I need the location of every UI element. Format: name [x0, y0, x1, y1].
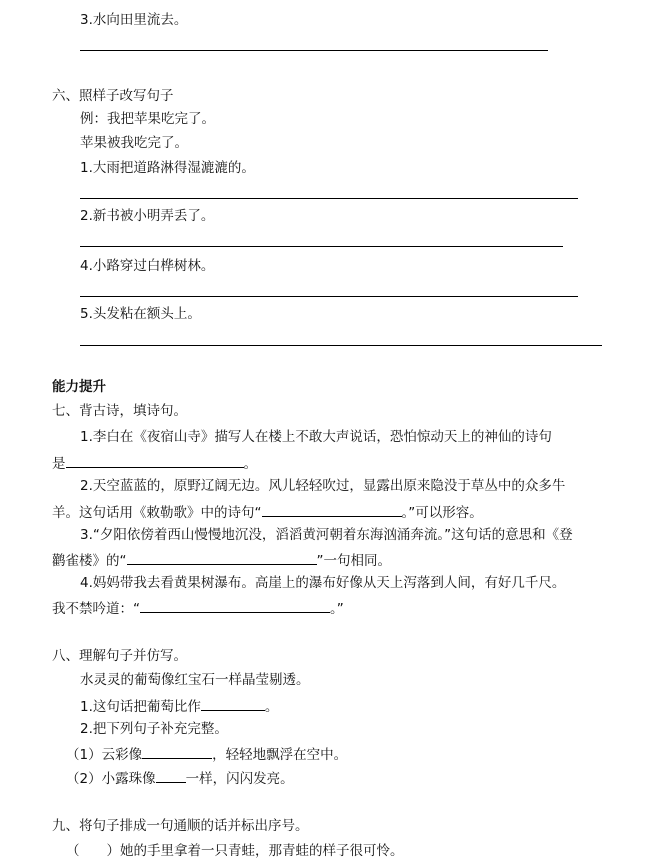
question-text: （1）云彩像 ，轻轻地飘浮在空中。	[66, 744, 347, 764]
question-text: 1.这句话把葡萄比作 。	[80, 696, 278, 716]
ability-heading: 能力提升	[52, 379, 106, 395]
question-text: 1.李白在《夜宿山寺》描写人在楼上不敢大声说话，恐怕惊动天上的神仙的诗句	[80, 429, 552, 445]
question-text: 3.“夕阳依傍着西山慢慢地沉没，滔滔黄河朝着东海汹涌奔流。”这句话的意思和《登	[80, 527, 573, 543]
answer-blank[interactable]	[156, 768, 186, 783]
ordering-item: （ ）她的手里拿着一只青蛙，那青蛙的样子很可怜。	[66, 843, 404, 859]
question-text: 3.水向田里流去。	[80, 12, 188, 28]
answer-blank[interactable]	[127, 550, 317, 565]
answer-line[interactable]	[80, 345, 602, 346]
question-text: 4.妈妈带我去看黄果树瀑布。高崖上的瀑布好像从天上泻落到人间，有好几千尺。	[80, 575, 566, 591]
answer-line[interactable]	[80, 50, 548, 51]
question-text: 4.小路穿过白桦树林。	[80, 258, 215, 274]
question-text: 5.头发粘在额头上。	[80, 306, 201, 322]
example-text: 例：我把苹果吃完了。	[80, 111, 215, 127]
answer-blank[interactable]	[201, 696, 265, 711]
question-text: 2.天空蓝蓝的，原野辽阔无边。风儿轻轻吹过，显露出原来隐没于草丛中的众多牛	[80, 478, 566, 494]
answer-blank[interactable]	[66, 453, 244, 468]
answer-blank[interactable]	[140, 598, 330, 613]
answer-blank[interactable]	[142, 744, 212, 759]
section-title: 八、理解句子并仿写。	[52, 648, 187, 664]
question-text: 羊。这句话用《敕勒歌》中的诗句“ 。”可以形容。	[52, 502, 483, 522]
order-number-blank[interactable]: （ ）	[66, 843, 120, 859]
question-text: 1.大雨把道路淋得湿漉漉的。	[80, 160, 255, 176]
question-text: 2.把下列句子补充完整。	[80, 721, 228, 737]
question-text: 2.新书被小明弄丢了。	[80, 208, 215, 224]
section-title: 六、照样子改写句子	[52, 88, 174, 104]
answer-blank[interactable]	[262, 502, 402, 517]
question-text: （2）小露珠像 一样，闪闪发亮。	[66, 768, 294, 788]
answer-line[interactable]	[80, 246, 563, 247]
question-text: 我不禁吟道：“ 。”	[52, 598, 344, 618]
sentence-text: 水灵灵的葡萄像红宝石一样晶莹剔透。	[80, 672, 310, 688]
question-text: 是 。	[52, 453, 257, 473]
section-title: 九、将句子排成一句通顺的话并标出序号。	[52, 818, 309, 834]
section-title: 七、背古诗，填诗句。	[52, 403, 187, 419]
question-text: 鹳雀楼》的“ ”一句相同。	[52, 550, 391, 570]
answer-line[interactable]	[80, 296, 578, 297]
example-answer: 苹果被我吃完了。	[80, 135, 188, 151]
answer-line[interactable]	[80, 198, 578, 199]
